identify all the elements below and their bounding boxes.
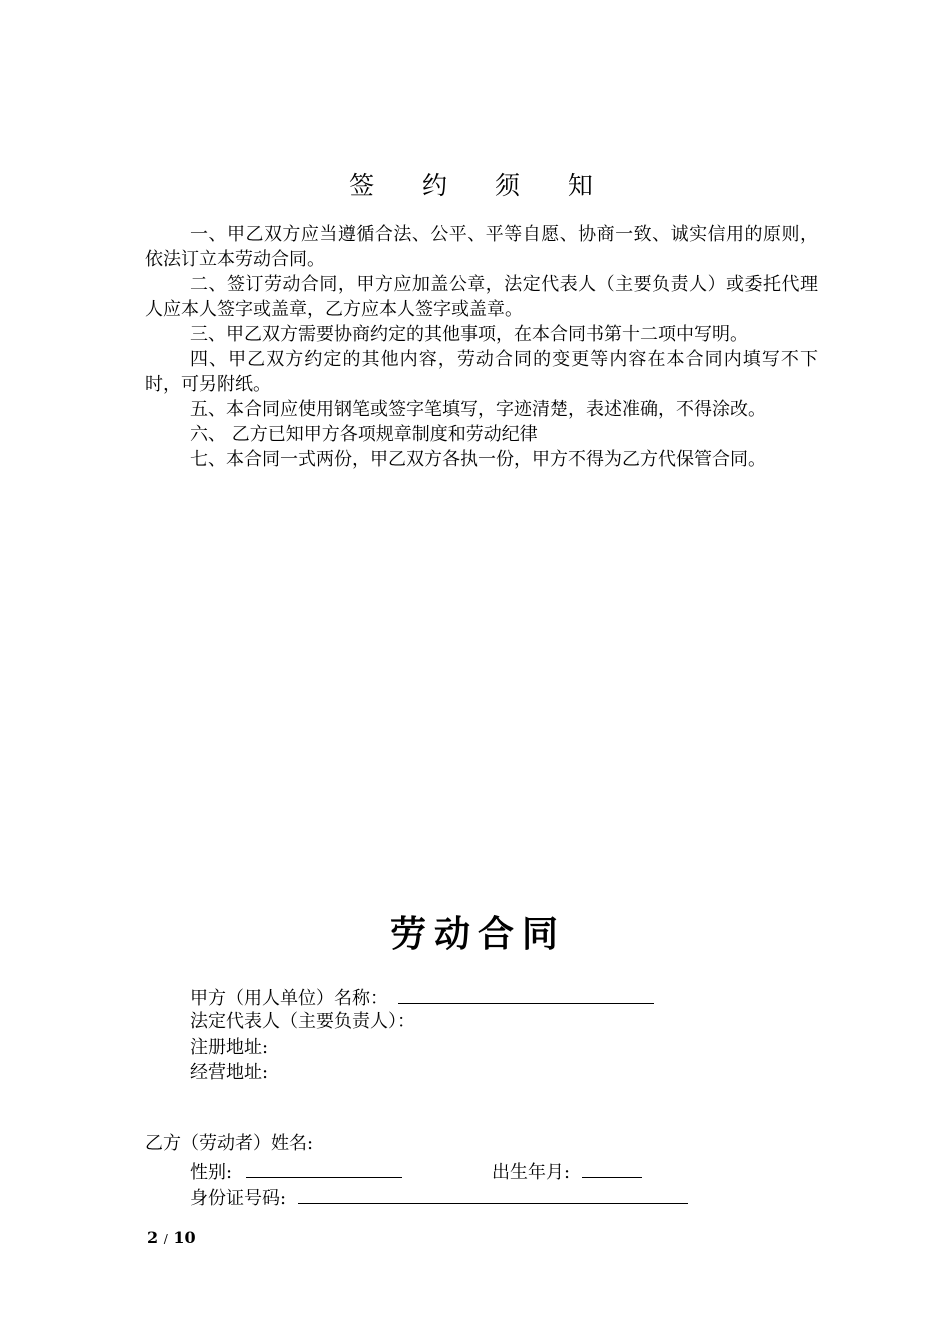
notice-item-5: 五、本合同应使用钢笔或签字笔填写，字迹清楚，表述准确，不得涂改。 bbox=[190, 399, 766, 420]
page-number bbox=[147, 1228, 196, 1247]
page-separator: / bbox=[163, 1232, 168, 1246]
notice-item-2: 二、签订劳动合同，甲方应加盖公章，法定代表人（主要负责人）或委托代理人应本人签字或盖章，乙方应本人签字或盖章。 bbox=[145, 274, 818, 320]
party-a-rep-label: 法定代表人（主要负责人）： bbox=[190, 1011, 415, 1032]
party-b-id-row bbox=[190, 1183, 688, 1211]
party-a-reg-address-row bbox=[190, 1035, 268, 1060]
party-a-biz-address-label: 经营地址: bbox=[190, 1062, 269, 1083]
party-b-birth-field[interactable] bbox=[582, 1157, 642, 1178]
party-b-gender-field[interactable] bbox=[246, 1157, 402, 1178]
party-a-name-field[interactable] bbox=[398, 983, 654, 1004]
party-b-gender-label: 性别: bbox=[190, 1162, 233, 1183]
party-a-biz-address-row bbox=[190, 1060, 268, 1085]
party-b-name-row bbox=[145, 1131, 313, 1156]
notice-item-3: 三、甲乙双方需要协商约定的其他事项，在本合同书第十二项中写明。 bbox=[190, 324, 748, 345]
party-b-birth-row bbox=[492, 1157, 642, 1185]
party-a-rep-row bbox=[190, 1009, 415, 1034]
party-b-id-label: 身份证号码: bbox=[190, 1188, 287, 1209]
notice-item-7: 七、本合同一式两份，甲乙双方各执一份，甲方不得为乙方代保管合同。 bbox=[190, 449, 766, 470]
notice-list bbox=[145, 222, 818, 472]
party-b-name-label: 乙方（劳动者）姓名: bbox=[145, 1133, 314, 1154]
total-pages: 10 bbox=[173, 1228, 196, 1247]
party-a-name-row bbox=[190, 983, 654, 1011]
party-b-id-field[interactable] bbox=[298, 1183, 688, 1204]
party-b-gender-row bbox=[190, 1157, 402, 1185]
party-a-reg-address-label: 注册地址: bbox=[190, 1037, 269, 1058]
current-page: 2 bbox=[147, 1228, 159, 1247]
notice-item-1: 一、甲乙双方应当遵循合法、公平、平等自愿、协商一致、诚实信用的原则，依法订立本劳动合同。 bbox=[145, 224, 818, 270]
party-a-name-label: 甲方（用人单位）名称： bbox=[190, 988, 388, 1009]
contract-title: 劳动合同 bbox=[389, 913, 566, 955]
notice-item-6: 六、 乙方已知甲方各项规章制度和劳动纪律 bbox=[190, 424, 538, 445]
party-b-birth-label: 出生年月: bbox=[492, 1162, 571, 1183]
notice-title: 签 约 须 知 bbox=[349, 171, 613, 200]
notice-item-4: 四、甲乙双方约定的其他内容，劳动合同的变更等内容在本合同内填写不下时，可另附纸。 bbox=[145, 349, 818, 395]
